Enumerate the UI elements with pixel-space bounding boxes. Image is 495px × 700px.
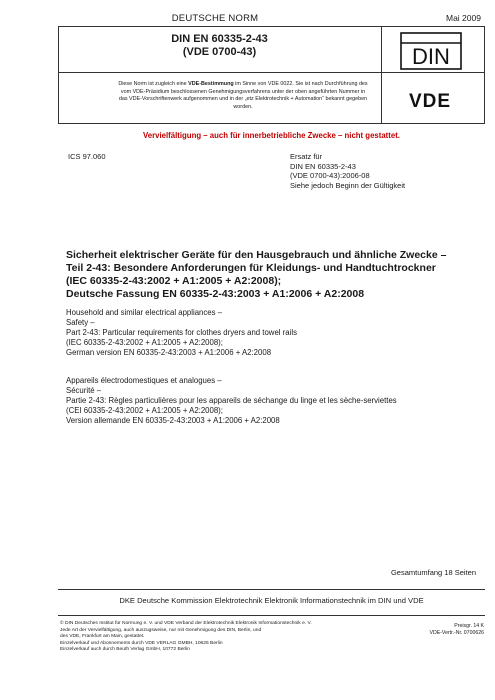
norm-type-label: DEUTSCHE NORM <box>171 13 259 24</box>
vde-bestimmung-label: VDE-Bestimmung <box>188 81 234 87</box>
notice-bottom-rule <box>58 123 485 124</box>
french-title: Appareils électrodomestiques et analogues – Sécurité – Partie 2-43: Règles particulières pour les appareils de séchange du linge et les sèche-serviettes (CEI 60335-2-43:2002 + A1:2005 + A2:2008); Version allemande EN 60335-2-43:2003 + A1:2006 + A2:2008 <box>66 376 397 425</box>
footer-top-rule <box>58 615 485 616</box>
din-logo <box>400 32 462 70</box>
price-group-info: Preisgr. 14 K VDE-Vertr.-Nr. 0700626 <box>429 623 484 636</box>
logo-column-divider <box>381 26 382 124</box>
german-title: Sicherheit elektrischer Geräte für den Hausgebrauch und ähnliche Zwecke – Teil 2-43: Besondere Anforderungen für Kleidungs- und Handtuchtrockner (IEC 60335-2-43:2002 + A1:2005 + A2:2008); Deutsche Fassung EN 60335-2-43:2003 + A1:2006 + A2:2008 <box>66 249 447 300</box>
box-right-border <box>484 26 485 124</box>
vde-classification: (VDE 0700-43) <box>182 46 257 58</box>
total-page-count: Gesamtumfang 18 Seiten <box>390 568 476 577</box>
vde-logo-text: VDE <box>408 91 452 110</box>
header-top-rule <box>58 26 485 27</box>
din-logo-text: DIN <box>412 44 450 69</box>
vde-logo <box>394 90 466 110</box>
title-divider-rule <box>58 72 485 73</box>
vde-regulation-notice: Diese Norm ist zugleich eine VDE-Bestimmung im Sinne von VDE 0022. Sie ist nach Durchführung des vom VDE-Präsidium beschlossenen Genehmigungsverfahrens unter der oben angeführten Nummer in das VDE-Vorschriftenwerk aufgenommen und in der „etz Elektrotechnik + Automation“ bekannt gegeben worden. <box>118 81 368 110</box>
document-number: DIN EN 60335-2-43 <box>171 33 268 45</box>
reproduction-notice: Vervielfältigung – auch für innerbetriebliche Zwecke – nicht gestattet. <box>143 131 400 140</box>
replacement-info: Ersatz für DIN EN 60335-2-43 (VDE 0700-43):2006-08 Siehe jedoch Beginn der Gültigkeit <box>290 152 406 190</box>
english-title: Household and similar electrical appliances – Safety – Part 2-43: Particular requirements for clothes dryers and towel rails (IEC 60335-2-43:2002 + A1:2005 + A2:2008); German version EN 60335-2-43:2003 + A1:2006 + A2:2008 <box>66 308 297 357</box>
publication-date: Mai 2009 <box>446 13 481 23</box>
dke-commission: DKE Deutsche Kommission Elektrotechnik Elektronik Informationstechnik im DIN und VDE <box>119 596 424 605</box>
ics-code: ICS 97.060 <box>68 152 106 161</box>
copyright-footer: © DIN Deutsches Institut für Normung e. V. und VDE Verband der Elektrotechnik Elektronik Informationstechnik e. V. Jede Art der Vervielfältigung, auch auszugsweise, nur mit Genehmigung des DIN, Berlin, und des VDE, Frankfurt am Main, gestattet. Einzelverkauf und Abonnements durch VDE VERLAG GMBH, 10625 Berlin Einzelverkauf auch durch Beuth Verlag GmbH, 10772 Berlin <box>60 621 312 653</box>
dke-top-rule <box>58 589 485 590</box>
